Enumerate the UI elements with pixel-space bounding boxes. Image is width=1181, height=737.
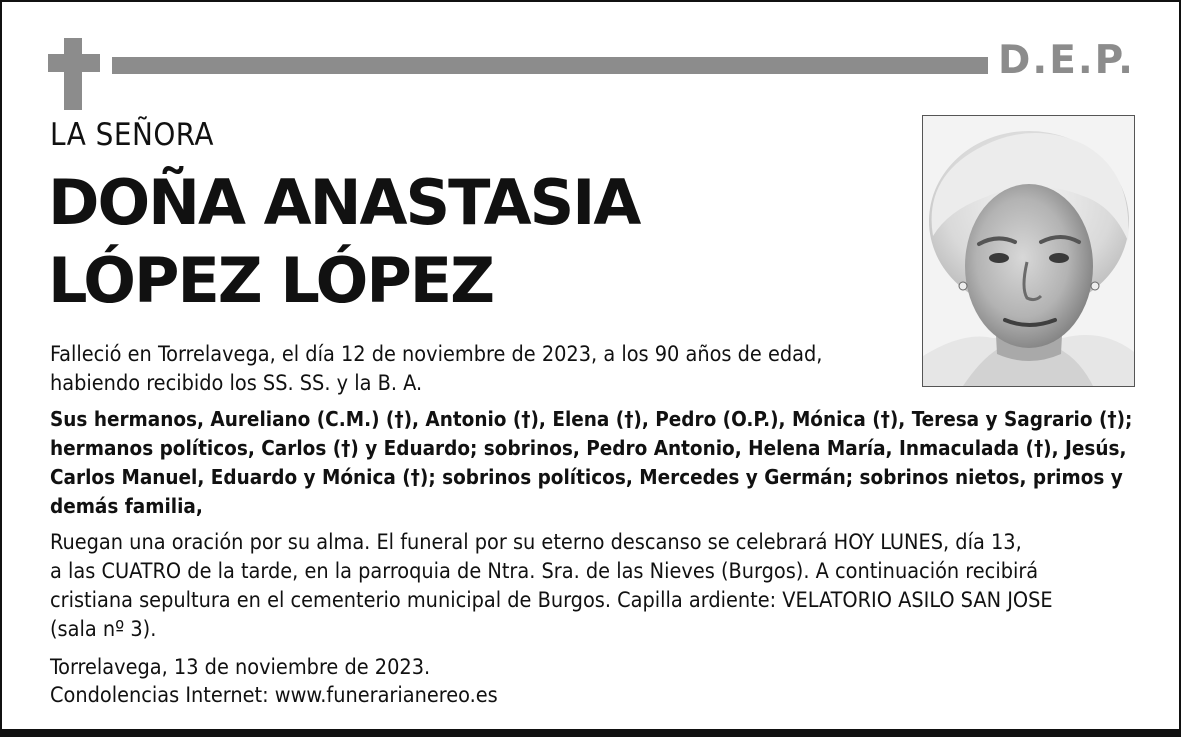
- header-rule: [112, 57, 988, 74]
- portrait-photo: [922, 115, 1135, 387]
- deceased-name-line2: LÓPEZ LÓPEZ: [48, 244, 494, 317]
- deceased-name-line1: DOÑA ANASTASIA: [48, 166, 640, 239]
- condolences-text: Condolencias Internet: www.funerarianereo.es: [50, 683, 498, 708]
- death-notice-text: Falleció en Torrelavega, el día 12 de noviembre de 2023, a los 90 años de edad, habiendo recibido los SS. SS. y la B. A.: [50, 342, 823, 396]
- family-list-text: Sus hermanos, Aureliano (C.M.) (†), Antonio (†), Elena (†), Pedro (O.P.), Mónica (†), Teresa y Sagrario (†); hermanos políticos, Carlos (†) y Eduardo; sobrinos, Pedro Antonio, Helena María, Inmaculada (†), Jesús, Carlos Manuel, Eduardo y Mónica (†); sobrinos políticos, Mercedes y Germán; sobrinos nietos, primos y demás familia,: [50, 407, 1133, 518]
- dep-label: D.E.P.: [998, 38, 1135, 83]
- funeral-service-text: Ruegan una oración por su alma. El funeral por su eterno descanso se celebrará HOY LUNES, día 13, a las CUATRO de la tarde, en la parroquia de Ntra. Sra. de las Nieves (Burgos). A continuación recibirá cristiana sepultura en el cementerio municipal de Burgos. Capilla ardiente: VELATORIO ASILO SAN JOSE (sala nº 3).: [50, 530, 1053, 642]
- honorific-intro: LA SEÑORA: [50, 117, 214, 153]
- bottom-border: [2, 729, 1179, 735]
- place-date-text: Torrelavega, 13 de noviembre de 2023.: [50, 655, 431, 680]
